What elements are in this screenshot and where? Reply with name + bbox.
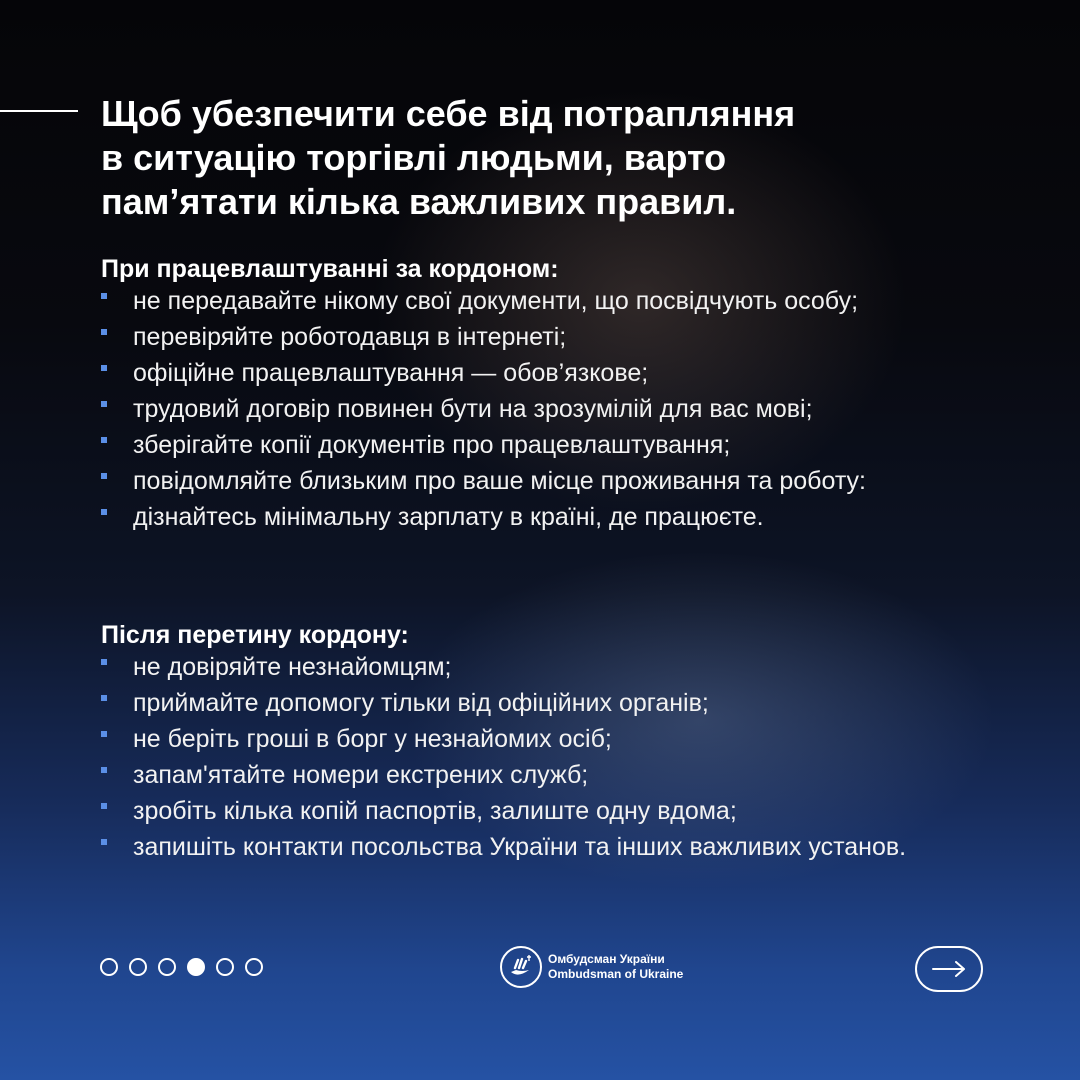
bullet-icon [101, 803, 107, 809]
list-item: приймайте допомогу тільки від офіційних органів; [101, 688, 983, 718]
next-slide-button[interactable] [915, 946, 983, 992]
list-item: дізнайтесь мінімальну зарплату в країні, де працюєте. [101, 502, 983, 532]
decorative-line [0, 110, 78, 112]
section-abroad-list [101, 286, 983, 538]
pagination-dot[interactable] [216, 958, 234, 976]
list-item: перевіряйте роботодавця в інтернеті; [101, 322, 983, 352]
section-border-list [101, 652, 983, 868]
bullet-icon [101, 695, 107, 701]
list-item: не передавайте нікому свої документи, що посвідчують особу; [101, 286, 983, 316]
pagination-dot[interactable] [187, 958, 205, 976]
list-item: повідомляйте близьким про ваше місце проживання та роботу: [101, 466, 983, 496]
bullet-icon [101, 401, 107, 407]
bullet-icon [101, 659, 107, 665]
pagination-dot[interactable] [129, 958, 147, 976]
list-item: запишіть контакти посольства України та інших важливих установ. [101, 832, 983, 862]
list-item: зберігайте копії документів про працевлаштування; [101, 430, 983, 460]
list-item: не довіряйте незнайомцям; [101, 652, 983, 682]
list-item: не беріть гроші в борг у незнайомих осіб; [101, 724, 983, 754]
page-heading [101, 92, 1001, 224]
pagination-dot[interactable] [158, 958, 176, 976]
logo-text-ua: Омбудсман України [548, 952, 665, 966]
heading-line: пам’ятати кілька важливих правил. [101, 181, 737, 222]
bullet-icon [101, 509, 107, 515]
heading-line: в ситуацію торгівлі людьми, варто [101, 137, 727, 178]
list-item: запам'ятайте номери екстрених служб; [101, 760, 983, 790]
bullet-icon [101, 473, 107, 479]
pagination-dot[interactable] [245, 958, 263, 976]
list-item: трудовий договір повинен бути на зрозумілій для вас мові; [101, 394, 983, 424]
ombudsman-logo [500, 946, 683, 988]
bullet-icon [101, 731, 107, 737]
arrow-right-icon [932, 961, 966, 977]
list-item: офіційне працевлаштування — обов’язкове; [101, 358, 983, 388]
logo-text-en: Ombudsman of Ukraine [548, 967, 684, 981]
bullet-icon [101, 329, 107, 335]
ombudsman-logo-icon [500, 946, 542, 988]
pagination-dots [100, 958, 263, 976]
list-item: зробіть кілька копій паспортів, залиште одну вдома; [101, 796, 983, 826]
pagination-dot[interactable] [100, 958, 118, 976]
bullet-icon [101, 293, 107, 299]
bullet-icon [101, 437, 107, 443]
section-abroad-title: При працевлаштуванні за кордоном: [101, 255, 559, 283]
section-border-title: Після перетину кордону: [101, 621, 409, 649]
bullet-icon [101, 839, 107, 845]
bullet-icon [101, 365, 107, 371]
heading-line: Щоб убезпечити себе від потрапляння [101, 93, 796, 134]
bullet-icon [101, 767, 107, 773]
